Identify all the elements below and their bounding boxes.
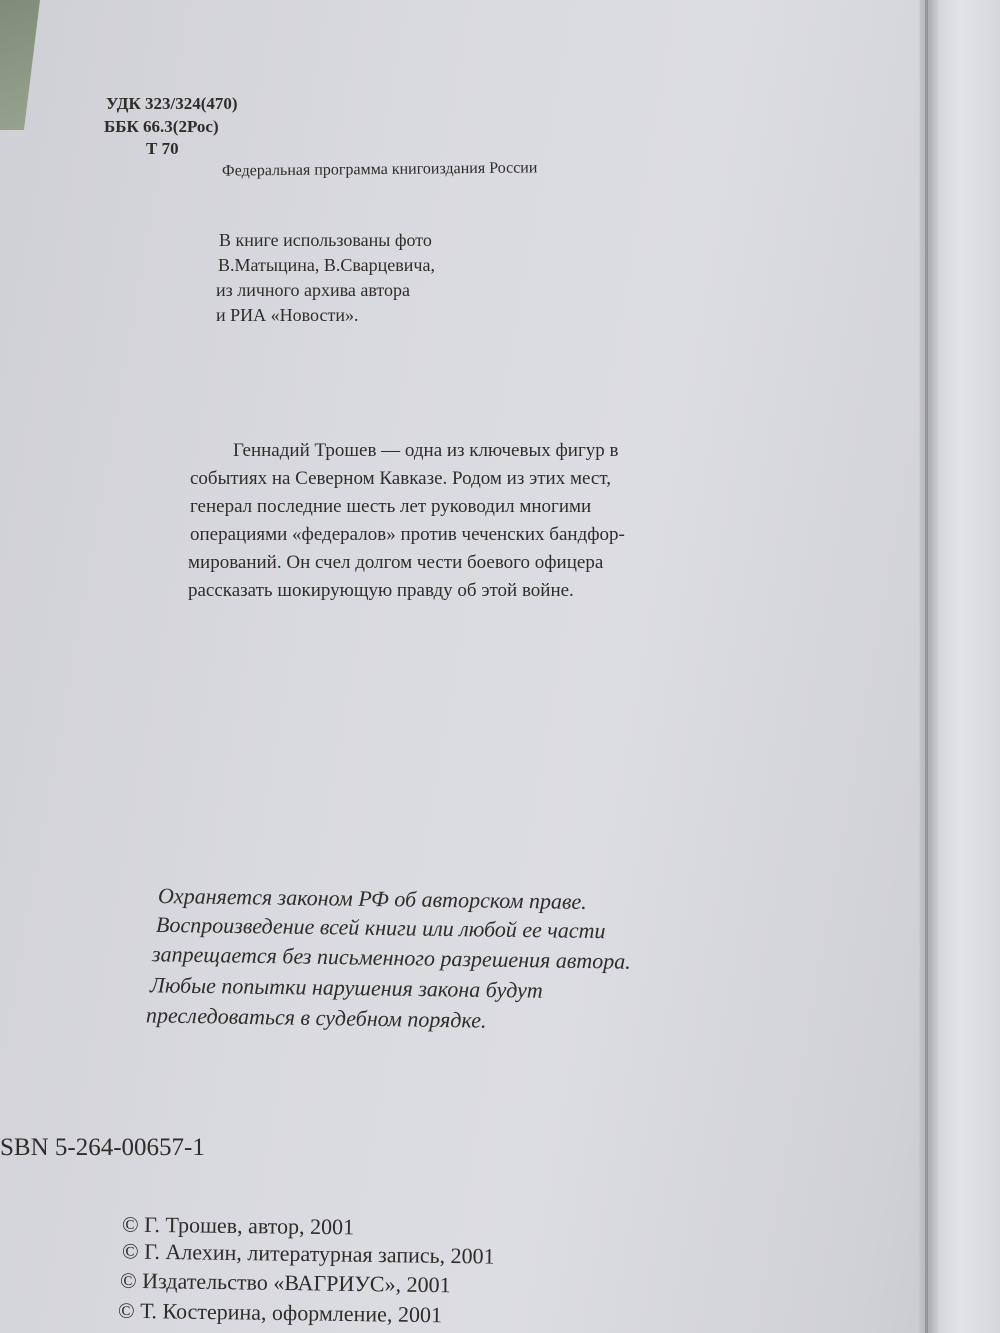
photo-credit-line: из личного архива автора: [216, 280, 411, 300]
photo-credit-line: В книге использованы фото: [219, 230, 432, 250]
page-edge-shadow: [918, 0, 940, 1333]
photo-credit-line: В.Матыцина, В.Сварцевича,: [218, 255, 435, 275]
legal-notice-line: запрещается без письменного разрешения автора.: [151, 941, 631, 974]
copyright-line: © Т. Костерина, оформление, 2001: [117, 1297, 443, 1328]
copyright-line: © Г. Трошев, автор, 2001: [121, 1211, 355, 1240]
copyright-line: © Издательство «ВАГРИУС», 2001: [119, 1267, 451, 1298]
annotation-line: рассказать шокирующую правду об этой войне.: [188, 580, 574, 601]
bbk-code: ББК 66.3(2Рос): [104, 117, 219, 136]
photo-credit-line: и РИА «Новости».: [216, 305, 359, 325]
annotation-line: событиях на Северном Кавказе. Родом из этих мест,: [190, 468, 611, 489]
legal-notice-line: Охраняется законом РФ об авторском праве.: [157, 883, 587, 914]
legal-notice-line: Любые попытки нарушения закона будут: [149, 972, 543, 1003]
publishing-program: Федеральная программа книгоиздания России: [221, 159, 538, 180]
copyright-line: © Г. Алехин, литературная запись, 2001: [121, 1238, 495, 1269]
annotation-line: мирований. Он счел долгом чести боевого офицера: [188, 552, 604, 573]
author-mark: Т 70: [146, 139, 179, 158]
isbn-number: SBN 5-264-00657-1: [0, 1134, 205, 1161]
annotation-line: Геннадий Трошев — одна из ключевых фигур в: [233, 440, 619, 461]
legal-notice-line: Воспроизведение всей книги или любой ее части: [155, 911, 606, 944]
annotation-line: операциями «федералов» против чеченских бандфор-: [190, 524, 625, 545]
udk-code: УДК 323/324(470): [106, 94, 238, 113]
background-cloth: [0, 0, 40, 130]
annotation-line: генерал последние шесть лет руководил многими: [190, 496, 592, 517]
legal-notice-line: преследоваться в судебном порядке.: [145, 1002, 487, 1033]
